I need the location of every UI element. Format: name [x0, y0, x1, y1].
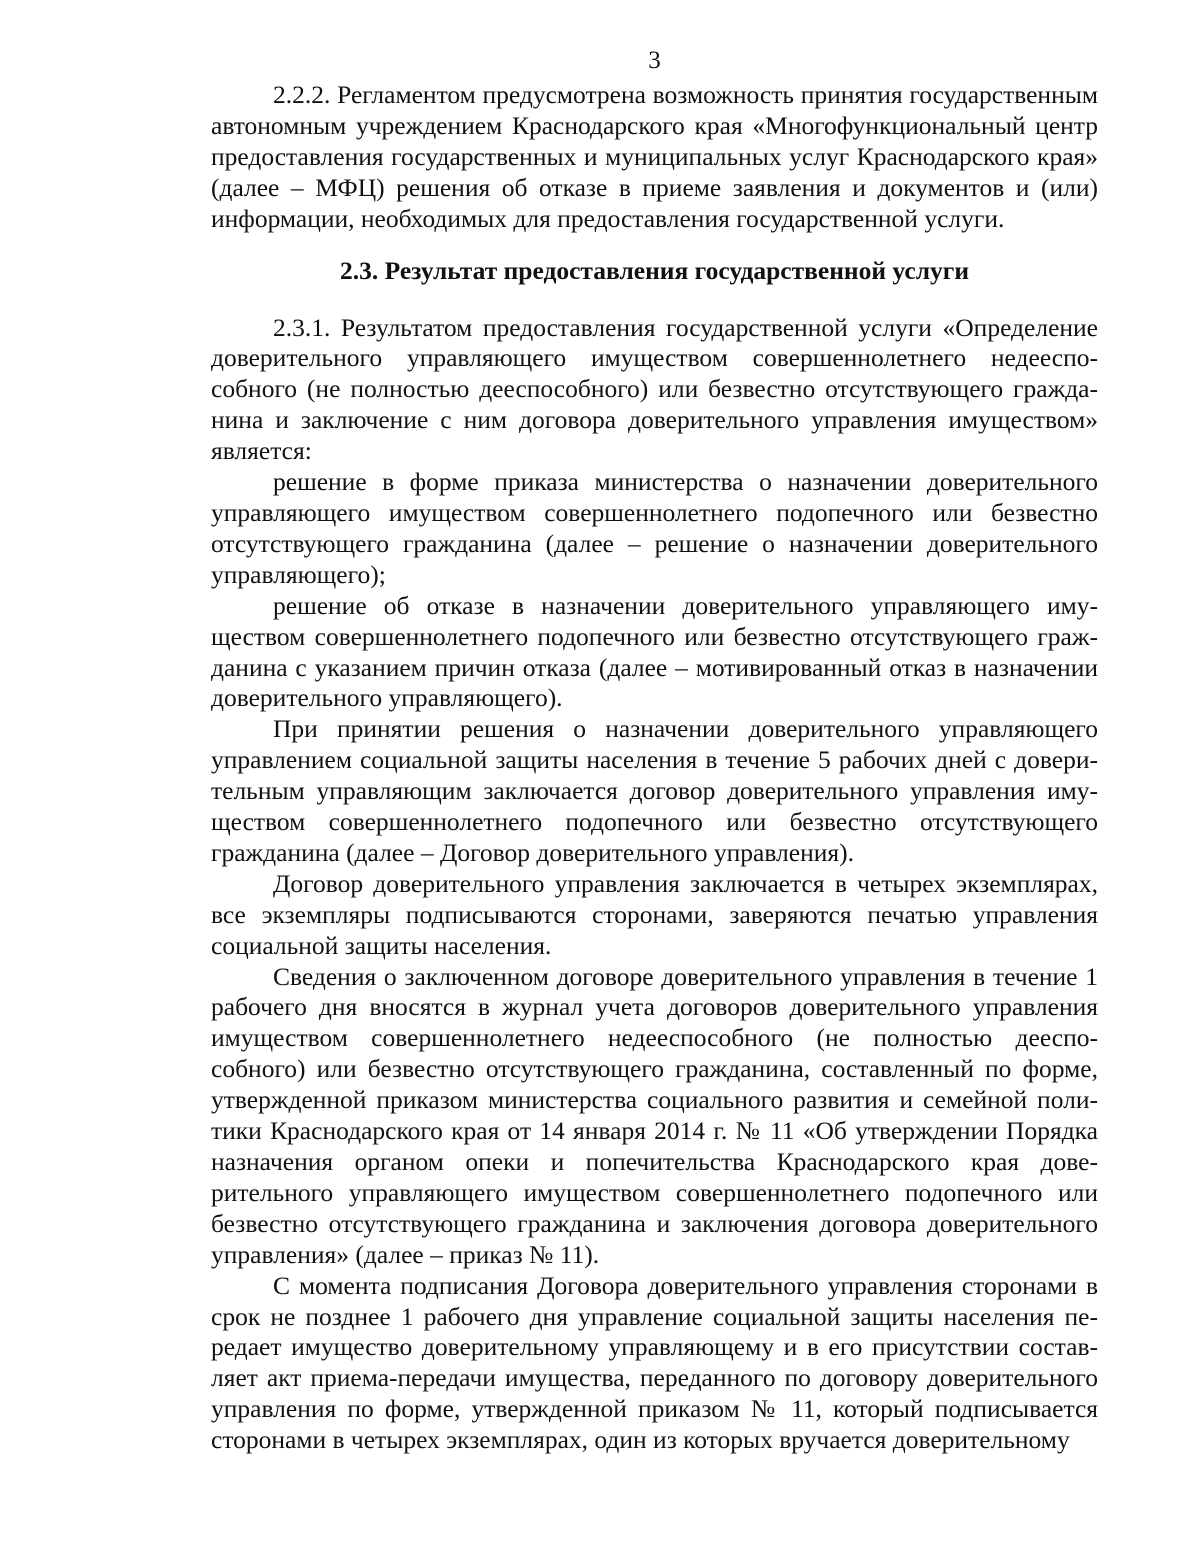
section-heading: 2.3. Результат предоставления государственной услуги [339, 255, 970, 285]
document-page [211, 46, 1098, 1456]
paragraph-contract-conclusion: При принятии решения о назначении доверительного управляющего управлением социальной защиты населения в течение 5 рабочих дней с доверительным управляющим заключается договор доверительного управления имуществом совершеннолетнего подопечного или безвестно отсутствующего гражданина (далее – Договор доверительного управления). [211, 714, 1098, 867]
paragraph-decision-appoint: решение в форме приказа министерства о назначении доверительного управляющего имуществом совершеннолетнего подопечного или безвестно отсутствующего гражданина (далее – решение о назначении доверительного управляющего); [211, 467, 1098, 589]
paragraph-2-2-2: 2.2.2. Регламентом предусмотрена возможность принятия государственным автономным учреждением Краснодарского края «Многофункциональный центр предоставления государственных и муниципальных услуг Краснодарского края» (далее – МФЦ) решения об отказе в приеме заявления и документов и (или) информации, необходимых для предоставления государственной услуги. [211, 80, 1098, 233]
paragraph-contract-copies: Договор доверительного управления заключается в четырех экземплярах, все экземпляры подписываются сторонами, заверяются печатью управления социальной защиты населения. [211, 868, 1098, 960]
page-number: 3 [648, 47, 661, 74]
paragraph-property-transfer: С момента подписания Договора доверительного управления сторонами в срок не позднее 1 рабочего дня управление социальной защиты населения передает имущество доверительному управляющему и в его присутствии составляет акт приема-передачи имущества, переданного по договору доверительного управления по форме, утвержденной приказом № 11, который подписывается сторонами в четырех экземплярах, один из которых вручается доверительному [211, 1270, 1098, 1455]
paragraph-decision-refusal: решение об отказе в назначении доверительного управляющего имуществом совершеннолетнего подопечного или безвестно отсутствующего гражданина с указанием причин отказа (далее – мотивированный отказ в назначении доверительного управляющего). [211, 590, 1098, 713]
paragraph-2-3-1: 2.3.1. Результатом предоставления государственной услуги «Определение доверительного управляющего имуществом совершеннолетнего недееспособного (не полностью дееспособного) или безвестно отсутствующего гражданина и заключение с ним договора доверительного управления имуществом» является: [211, 312, 1098, 466]
paragraph-journal-record: Сведения о заключенном договоре доверительного управления в течение 1 рабочего дня вносятся в журнал учета договоров доверительного управления имуществом совершеннолетнего недееспособного (не полностью дееспособного) или безвестно отсутствующего гражданина, составленный по форме, утвержденной приказом министерства социального развития и семейной политики Краснодарского края от 14 января 2014 г. № 11 «Об утверждении Порядка назначения органом опеки и попечительства Краснодарского края доверительного управляющего имуществом совершеннолетнего подопечного или безвестно отсутствующего гражданина и заключения договора доверительного управления» (далее – приказ № 11). [211, 961, 1098, 1269]
